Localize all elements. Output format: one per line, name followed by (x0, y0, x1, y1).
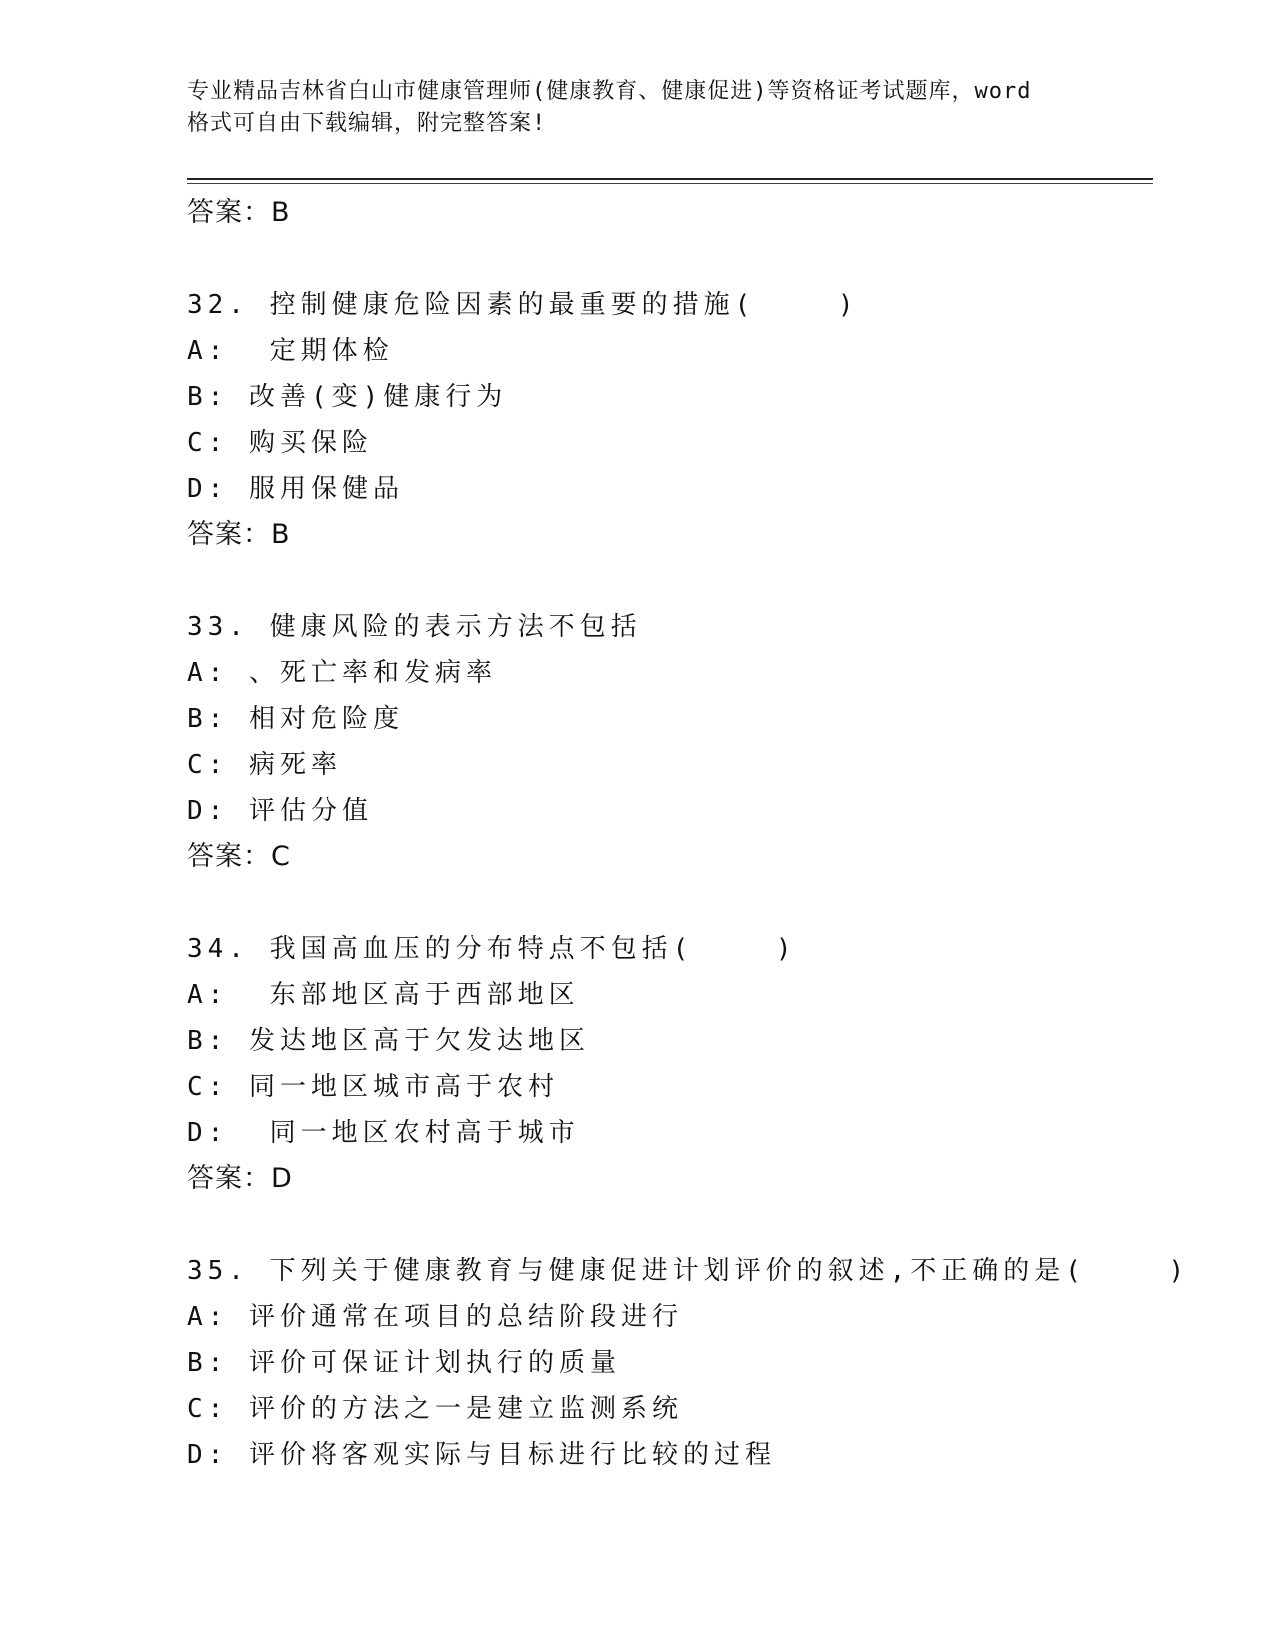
answer-31: 答案：B (187, 197, 291, 228)
header-divider (187, 178, 1153, 180)
header-line-1: 专业精品吉林省白山市健康管理师(健康教育、健康促进)等资格证考试题库，word (187, 79, 1032, 104)
option-c: C: 病死率 (187, 750, 342, 780)
option-d: D: 同一地区农村高于城市 (187, 1118, 580, 1148)
option-c: C: 同一地区城市高于农村 (187, 1072, 559, 1102)
question-35 (187, 1248, 1190, 1478)
option-a: A: 、死亡率和发病率 (187, 658, 497, 688)
option-d: D: 评价将客观实际与目标进行比较的过程 (187, 1440, 776, 1470)
question-stem: 33. 健康风险的表示方法不包括 (187, 612, 642, 642)
option-b: B: 评价可保证计划执行的质量 (187, 1348, 621, 1378)
question-32 (187, 282, 1153, 558)
option-c: C: 购买保险 (187, 428, 373, 458)
option-d: D: 评估分值 (187, 796, 373, 826)
header-divider-thin (187, 183, 1153, 184)
option-d: D: 服用保健品 (187, 474, 404, 504)
question-stem: 35. 下列关于健康教育与健康促进计划评价的叙述,不正确的是( ) (187, 1256, 1190, 1286)
option-c: C: 评价的方法之一是建立监测系统 (187, 1394, 683, 1424)
question-stem: 34. 我国高血压的分布特点不包括( ) (187, 934, 797, 964)
document-header (187, 76, 1087, 140)
answer: 答案：D (187, 1163, 293, 1194)
option-a: A: 东部地区高于西部地区 (187, 980, 580, 1010)
option-b: B: 改善(变)健康行为 (187, 382, 508, 412)
question-33 (187, 604, 1153, 880)
option-a: A: 评价通常在项目的总结阶段进行 (187, 1302, 683, 1332)
option-b: B: 相对危险度 (187, 704, 404, 734)
question-34 (187, 926, 1153, 1202)
answer: 答案：C (187, 841, 291, 872)
answer: 答案：B (187, 519, 291, 550)
option-b: B: 发达地区高于欠发达地区 (187, 1026, 590, 1056)
question-list (187, 190, 1190, 1478)
header-line-2: 格式可自由下载编辑，附完整答案! (187, 111, 547, 136)
question-stem: 32. 控制健康危险因素的最重要的措施( ) (187, 290, 859, 320)
option-a: A: 定期体检 (187, 336, 394, 366)
